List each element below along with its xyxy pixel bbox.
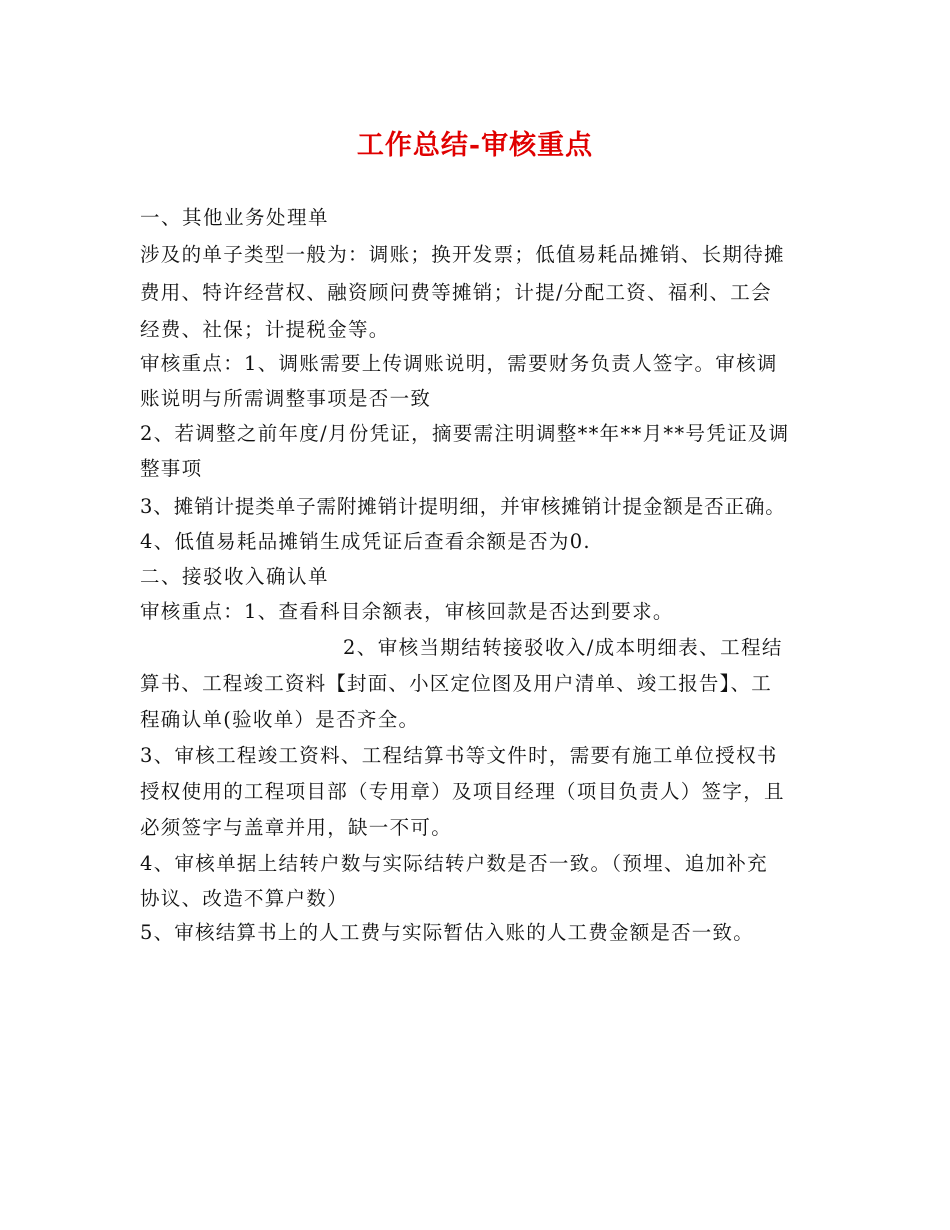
paragraph-line: 必须签字与盖章并用，缺一不可。 xyxy=(140,816,453,839)
paragraph-line: 3、审核工程竣工资料、工程结算书等文件时，需要有施工单位授权书 xyxy=(140,744,778,767)
paragraph-line: 5、审核结算书上的人工费与实际暂估入账的人工费金额是否一致。 xyxy=(140,921,754,944)
paragraph-line: 算书、工程竣工资料【封面、小区定位图及用户清单、竣工报告】、工 xyxy=(140,672,772,695)
paragraph-line: 审核重点：1、查看科目余额表，审核回款是否达到要求。 xyxy=(140,600,674,623)
paragraph-line: 4、低值易耗品摊销生成凭证后查看余额是否为0. xyxy=(140,530,591,553)
paragraph-line: 4、审核单据上结转户数与实际结转户数是否一致。（预埋、追加补充 xyxy=(140,852,768,875)
paragraph-line: 2、若调整之前年度/月份凭证，摘要需注明调整**年**月**号凭证及调 xyxy=(140,422,790,445)
paragraph-line: 3、摊销计提类单子需附摊销计提明细，并审核摊销计提金额是否正确。 xyxy=(140,495,786,518)
paragraph-line: 程确认单(验收单）是否齐全。 xyxy=(140,708,420,731)
section-heading-2: 二、接驳收入确认单 xyxy=(140,565,330,588)
paragraph-line: 涉及的单子类型一般为：调账；换开发票；低值易耗品摊销、长期待摊 xyxy=(140,243,785,266)
paragraph-line-indented: 2、审核当期结转接驳收入/成本明细表、工程结 xyxy=(343,636,783,659)
paragraph-line: 经费、社保；计提税金等。 xyxy=(140,318,390,341)
paragraph-line: 费用、特许经营权、融资顾问费等摊销；计提/分配工资、福利、工会 xyxy=(140,281,772,304)
paragraph-line: 协议、改造不算户数） xyxy=(140,887,349,910)
document-title: 工作总结-审核重点 xyxy=(356,130,594,161)
paragraph-line: 审核重点：1、调账需要上传调账说明，需要财务负责人签字。审核调 xyxy=(140,352,778,375)
paragraph-line: 整事项 xyxy=(140,457,203,480)
paragraph-line: 账说明与所需调整事项是否一致 xyxy=(140,387,432,410)
paragraph-line: 授权使用的工程项目部（专用章）及项目经理（项目负责人）签字，且 xyxy=(140,780,785,803)
section-heading-1: 一、其他业务处理单 xyxy=(140,206,330,229)
